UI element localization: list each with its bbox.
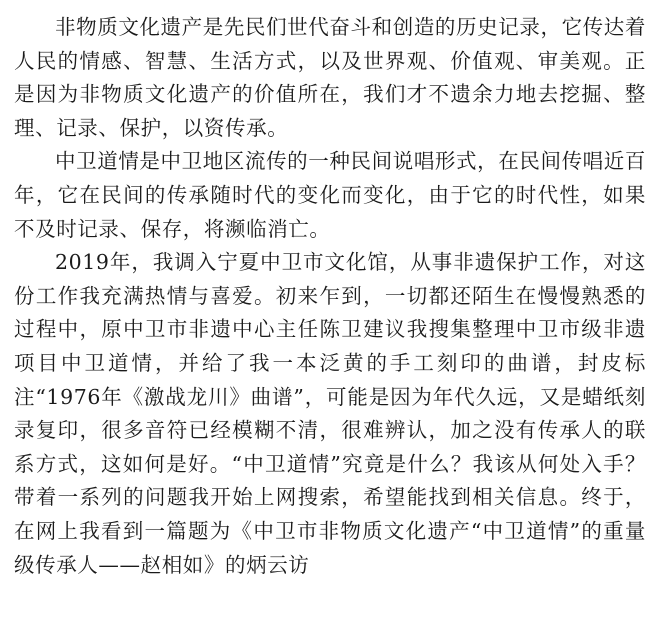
article-paragraph-1: 非物质文化遗产是先民们世代奋斗和创造的历史记录，它传达着人民的情感、智慧、生活方式，以及世界观、价值观、审美观。正是因为非物质文化遗产的价值所在，我们才不遗余力地去挖掘、整理、记录、保护，以资传承。 xyxy=(14,15,646,140)
article-paragraph-3: 2019年，我调入宁夏中卫市文化馆，从事非遗保护工作，对这份工作我充满热情与喜爱。初来乍到，一切都还陌生在慢慢熟悉的过程中，原中卫市非遗中心主任陈卫建议我搜集整理中卫市级非遗项目中卫道情，并给了我一本泛黄的手工刻印的曲谱，封皮标注“1976年《激战龙川》曲谱”，可能是因为年代久远，又是蜡纸刻录复印，很多音符已经模糊不清，很难辨认，加之没有传承人的联系方式，这如何是好。“中卫道情”究竟是什么？我该从何处入手？带着一系列的问题我开始上网搜索，希望能找到相关信息。终于，在网上我看到一篇题为《中卫市非物质文化遗产“中卫道情”的重量级传承人——赵相如》的炳云访 xyxy=(14,250,646,577)
article-paragraph-2: 中卫道情是中卫地区流传的一种民间说唱形式，在民间传唱近百年，它在民间的传承随时代的变化而变化，由于它的时代性，如果不及时记录、保存，将濒临消亡。 xyxy=(14,149,646,241)
